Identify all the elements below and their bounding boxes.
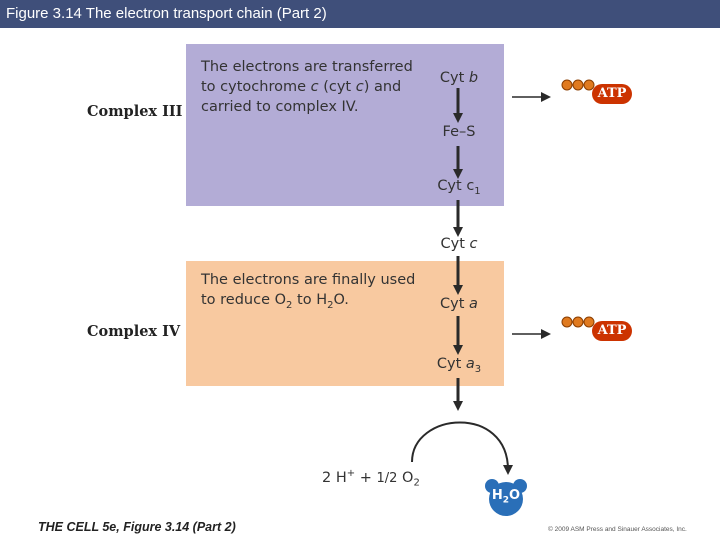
carrier-prefix: Cyt c [437, 178, 475, 194]
complex-iii-description-line2: to cytochrome [201, 79, 311, 95]
complex-iv-description-line2: to reduce O [201, 292, 287, 308]
carrier-cyt-b [424, 70, 494, 86]
oxygen-reduction-curve [412, 423, 508, 471]
atp-arrows [512, 97, 546, 334]
phosphate-dot [573, 80, 583, 90]
complex-iii-label: Complex III [87, 103, 183, 120]
carrier-cyt-a3 [424, 356, 494, 375]
water-subscript: 2 [327, 299, 334, 311]
complex-iv-label: Complex IV [87, 323, 181, 340]
phosphate-dot [562, 317, 572, 327]
proton-charge: + [346, 468, 356, 479]
phosphate-dot [573, 317, 583, 327]
complex-iv-description-to: to H [292, 292, 328, 308]
carrier-cyt-c [424, 236, 494, 252]
complex-iii-description-line2-end: ) and [363, 79, 402, 95]
complex-iii-description-line3: carried to complex IV. [201, 99, 359, 115]
plus-sign: + [355, 469, 377, 486]
copyright-notice: © 2009 ASM Press and Sinauer Associates, Inc. [548, 526, 687, 533]
phosphate-dot [562, 80, 572, 90]
carrier-letter: c [469, 236, 478, 252]
water-product-label [488, 488, 524, 506]
carrier-prefix: Cyt [436, 356, 466, 372]
carrier-letter: a [469, 296, 478, 312]
carrier-letter: b [468, 70, 479, 86]
cyt-c-letter: c [355, 79, 364, 95]
water-o: O [509, 488, 521, 503]
oxygen-fraction: 1/2 [376, 470, 398, 486]
carrier-prefix: Cyt [440, 296, 470, 312]
carrier-cyt-a [424, 296, 494, 312]
carrier-cyt-c1 [424, 178, 494, 197]
complex-iv-description-end: O. [333, 292, 349, 308]
cyt-c-parenthetical: (cyt [318, 79, 356, 95]
figure-citation: THE CELL 5e, Figure 3.14 (Part 2) [38, 520, 236, 534]
reaction-reactants [322, 468, 420, 489]
oxygen-symbol: O [397, 469, 414, 486]
hydrogen-count: 2 H [322, 469, 347, 486]
carrier-prefix: Cyt [440, 236, 470, 252]
complex-iv-description-line1: The electrons are finally used [201, 272, 416, 288]
oxygen-subscript: 2 [286, 299, 293, 311]
figure-title: Figure 3.14 The electron transport chain (Part 2) [0, 0, 720, 28]
carrier-subscript: 1 [474, 185, 481, 197]
carrier-fe-s: Fe–S [442, 124, 476, 140]
carrier-letter: a [465, 356, 475, 372]
water-h: H [491, 488, 503, 503]
carrier-prefix: Cyt [439, 70, 469, 86]
carrier-subscript: 3 [474, 363, 482, 375]
cytochrome-c-letter: c [310, 79, 319, 95]
atp-label-complex-iv: ATP [597, 323, 627, 338]
water-subscript: 2 [502, 495, 510, 506]
atp-label-complex-iii: ATP [597, 86, 627, 101]
complex-iii-description-line1: The electrons are transferred [201, 59, 413, 75]
oxygen-subscript: 2 [413, 477, 420, 489]
